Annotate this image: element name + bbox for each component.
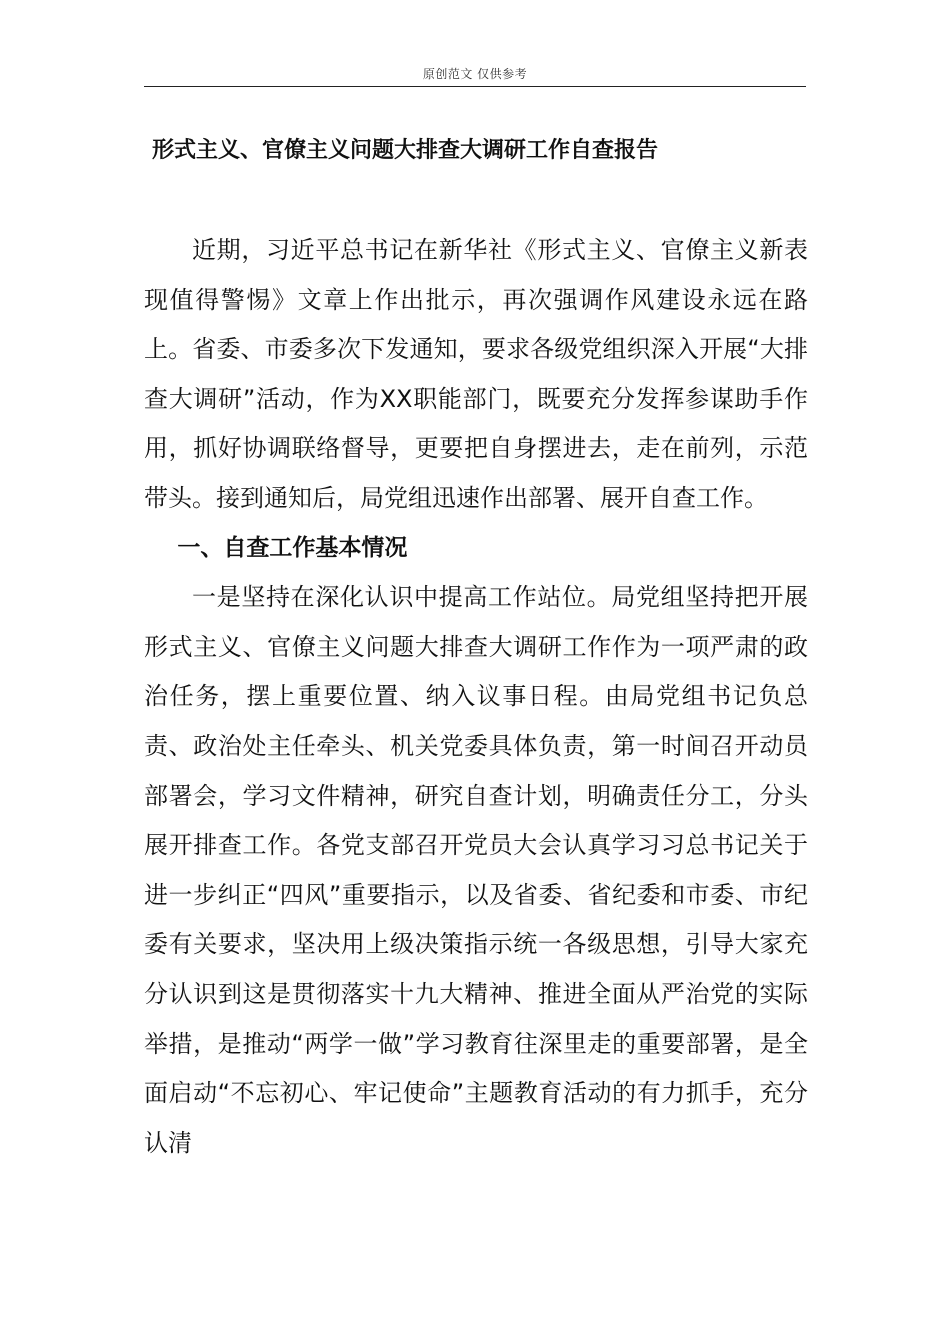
section-paragraph: 一是坚持在深化认识中提高工作站位。局党组坚持把开展形式主义、官僚主义问题大排查大调研工作作为一项严肃的政治任务，摆上重要位置、纳入议事日程。由局党组书记负总责、政治处主任牵头、机关党委具体负责，第一时间召开动员部署会，学习文件精神，研究自查计划，明确责任分工，分头展开排查工作。各党支部召开党员大会认真学习习总书记关于进一步纠正“四风”重要指示，以及省委、省纪委和市委、市纪委有关要求，坚决用上级决策指示统一各级思想，引导大家充分认识到这是贯彻落实十九大精神、推进全面从严治党的实际举措，是推动“两学一做”学习教育往深里走的重要部署，是全面启动“不忘初心、牢记使命”主题教育活动的有力抓手，充分认清 — [144, 583, 808, 1157]
document-body — [144, 226, 808, 1168]
section-heading: 一、自查工作基本情况 — [177, 534, 408, 561]
header-note: 原创范文 仅供参考 — [422, 67, 528, 81]
document-title: 形式主义、官僚主义问题大排查大调研工作自查报告 — [152, 138, 659, 163]
intro-paragraph: 近期，习近平总书记在新华社《形式主义、官僚主义新表现值得警惕》文章上作出批示，再次强调作风建设永远在路上。省委、市委多次下发通知，要求各级党组织深入开展“大排查大调研”活动，作为XX职能部门，既要充分发挥参谋助手作用，抓好协调联络督导，更要把自身摆进去，走在前列，示范带头。接到通知后，局党组迅速作出部署、展开自查工作。 — [144, 236, 808, 512]
page-header — [144, 62, 806, 87]
